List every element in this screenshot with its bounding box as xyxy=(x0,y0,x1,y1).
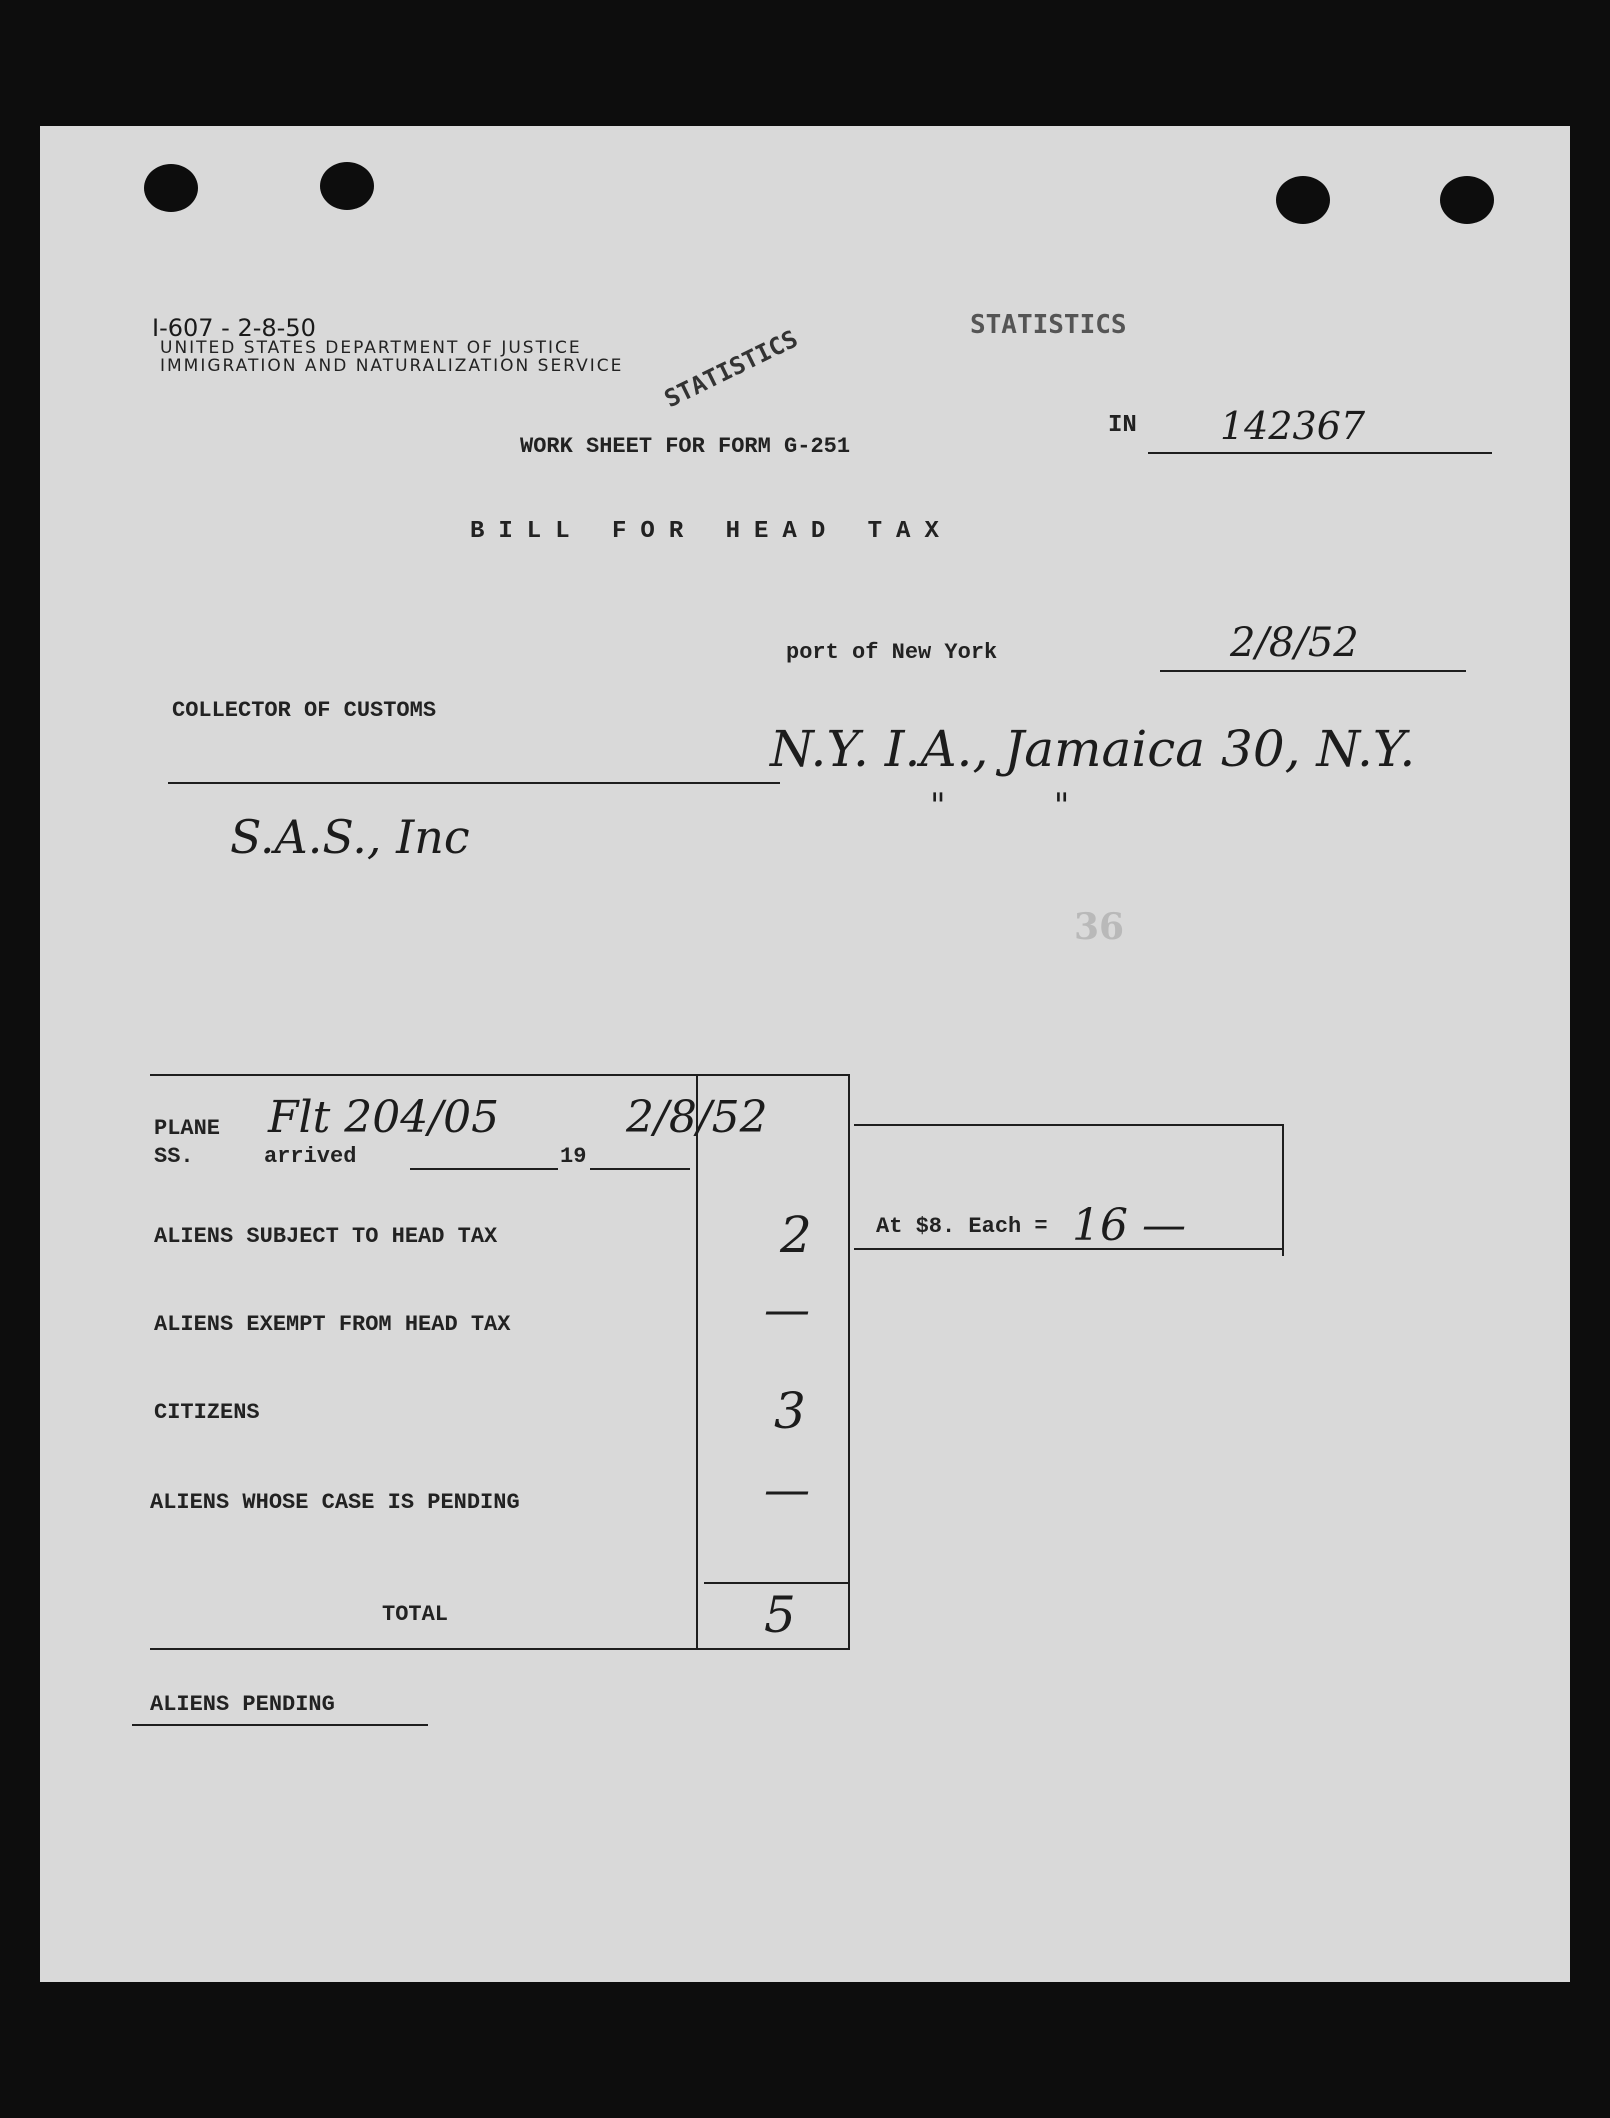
row-value-subject: 2 xyxy=(780,1206,812,1264)
bill-title: BILL FOR HEAD TAX xyxy=(470,518,953,545)
table-bottom-border xyxy=(150,1648,850,1650)
flight-number: Flt 204/05 xyxy=(268,1092,500,1143)
year-prefix: 19 xyxy=(560,1144,587,1169)
collector-location: N.Y. I.A., Jamaica 30, N.Y. xyxy=(770,720,1416,778)
ditto-marks: " " xyxy=(930,786,1070,826)
total-label: TOTAL xyxy=(382,1602,449,1627)
aliens-pending-underline xyxy=(132,1724,428,1726)
year-underline xyxy=(590,1168,690,1170)
statistics-stamp-top: STATISTICS xyxy=(970,310,1127,340)
collector-underline xyxy=(168,782,780,784)
row-label-subject: ALIENS SUBJECT TO HEAD TAX xyxy=(154,1224,498,1249)
rate-label: At $8. Each = xyxy=(876,1214,1048,1239)
punch-hole xyxy=(144,164,198,212)
table-top-border xyxy=(150,1074,848,1076)
arrived-underline xyxy=(410,1168,558,1170)
in-number: 142367 xyxy=(1220,404,1366,448)
punch-hole xyxy=(320,162,374,210)
row-value-exempt: — xyxy=(764,1282,810,1336)
punch-hole xyxy=(1276,176,1330,224)
service-name: IMMIGRATION AND NATURALIZATION SERVICE xyxy=(160,356,624,376)
carrier-name: S.A.S., Inc xyxy=(230,810,470,864)
row-value-citizens: 3 xyxy=(774,1382,806,1440)
page-mark: 36 xyxy=(1074,906,1125,948)
rate-box-top xyxy=(854,1124,1284,1126)
port-date: 2/8/52 xyxy=(1230,620,1359,666)
form-reference: I-607 - 2-8-50 xyxy=(152,314,316,342)
punch-hole xyxy=(1440,176,1494,224)
row-label-pending: ALIENS WHOSE CASE IS PENDING xyxy=(150,1490,520,1515)
table-divider xyxy=(696,1074,698,1650)
table-right-border xyxy=(848,1074,850,1650)
total-value: 5 xyxy=(764,1586,796,1644)
ss-label: SS. xyxy=(154,1144,194,1169)
row-value-pending: — xyxy=(764,1462,810,1516)
document-sheet xyxy=(40,126,1570,1982)
row-label-exempt: ALIENS EXEMPT FROM HEAD TAX xyxy=(154,1312,511,1337)
total-separator xyxy=(704,1582,848,1584)
arrival-date: 2/8/52 xyxy=(626,1092,768,1143)
statistics-stamp-diagonal: STATISTICS xyxy=(660,324,803,414)
worksheet-title: WORK SHEET FOR FORM G-251 xyxy=(520,434,851,459)
in-label: IN xyxy=(1108,412,1137,439)
arrived-label: arrived xyxy=(264,1144,357,1169)
port-label: port of New York xyxy=(786,640,998,665)
in-underline xyxy=(1148,452,1492,454)
rate-box-right xyxy=(1282,1124,1284,1256)
aliens-pending-label: ALIENS PENDING xyxy=(150,1692,335,1717)
department-name: UNITED STATES DEPARTMENT OF JUSTICE xyxy=(160,338,582,358)
rate-amount: 16 — xyxy=(1072,1200,1186,1251)
collector-label: COLLECTOR OF CUSTOMS xyxy=(172,698,437,723)
port-date-underline xyxy=(1160,670,1466,672)
row-label-citizens: CITIZENS xyxy=(154,1400,260,1425)
plane-label: PLANE xyxy=(154,1116,221,1141)
rate-box-bottom xyxy=(854,1248,1284,1250)
